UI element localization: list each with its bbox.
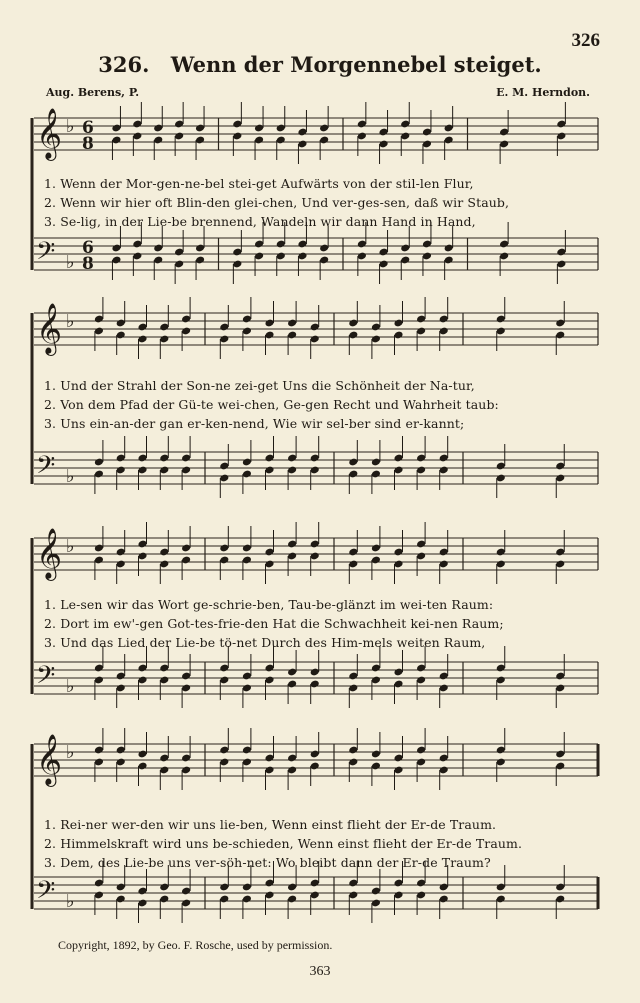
treble-note <box>310 732 320 786</box>
lyric-line-verse-2: 2. Dort im ew'-gen Got-tes-frie-den Hat die Schwachheit kei-nen Raum; <box>44 616 504 631</box>
bass-note <box>116 865 126 919</box>
flat-icon: ♭ <box>66 742 75 763</box>
lyric-line-verse-1: 1. Le-sen wir das Wort ge-schrie-ben, Tau-be-glänzt im wei-ten Raum: <box>44 597 494 612</box>
bass-note <box>555 865 565 919</box>
flat-icon: ♭ <box>66 116 75 137</box>
bass-note <box>496 865 506 919</box>
treble-note <box>348 728 358 782</box>
flat-icon: ♭ <box>66 536 75 557</box>
bass-note <box>219 865 229 919</box>
author-credit: Aug. Berens, P. <box>46 86 140 99</box>
treble-clef-icon: 𝄞 <box>36 734 63 785</box>
hymn-number: 326. <box>98 52 150 77</box>
lyric-line-verse-3: 3. Und das Lied der Lie-be tö-net Durch des Him-mels weiten Raum, <box>44 635 486 650</box>
flat-icon: ♭ <box>66 252 75 273</box>
lyric-line-verse-2: 2. Von dem Pfad der Gü-te wei-chen, Ge-gen Recht und Wahrheit taub: <box>44 397 499 412</box>
flat-icon: ♭ <box>66 466 75 487</box>
treble-clef-icon: 𝄞 <box>36 528 63 579</box>
treble-note <box>555 732 565 786</box>
treble-clef-icon: 𝄞 <box>36 303 63 354</box>
bass-clef-icon: 𝄢 <box>36 876 56 911</box>
treble-note <box>242 728 252 782</box>
bass-clef-icon: 𝄢 <box>36 451 56 486</box>
lyric-line-verse-1: 1. Wenn der Mor-gen-ne-bel stei-get Aufwärts von der stil-len Flur, <box>44 176 474 191</box>
bass-clef-icon: 𝄢 <box>36 661 56 696</box>
lyric-line-verse-1: 1. Und der Strahl der Son-ne zei-get Uns die Schönheit der Na-tur, <box>44 378 475 393</box>
hymn-title: Wenn der Morgennebel steiget. <box>170 52 542 77</box>
lyric-line-verse-2: 2. Himmelskraft wird uns be-schieden, Wenn einst flieht der Er-de Traum. <box>44 836 523 851</box>
lyric-line-verse-3: 3. Dem, des Lie-be uns ver-söh-net: Wo bleibt dann der Er-de Traum? <box>44 855 491 870</box>
page-number-bottom: 363 <box>309 964 331 979</box>
bass-note <box>287 865 297 919</box>
time-signature-bottom: 8 <box>82 254 94 274</box>
bass-note <box>242 865 252 919</box>
time-signature-top: 6 <box>82 118 94 138</box>
flat-icon: ♭ <box>66 676 75 697</box>
time-signature-bottom: 8 <box>82 134 94 154</box>
composer-credit: E. M. Herndon. <box>496 86 590 99</box>
treble-note <box>116 728 126 782</box>
lyric-line-verse-3: 3. Uns ein-an-der gan er-ken-nend, Wie wir sel-ber sind er-kannt; <box>44 416 465 431</box>
treble-note <box>137 732 147 786</box>
lyric-line-verse-3: 3. Se-lig, in der Lie-be brennend, Wandeln wir dann Hand in Hand, <box>44 214 476 229</box>
copyright-notice: Copyright, 1892, by Geo. F. Rosche, used by permission. <box>58 938 333 952</box>
time-signature-top: 6 <box>82 238 94 258</box>
treble-note <box>496 728 506 782</box>
treble-clef-icon: 𝄞 <box>36 108 63 159</box>
treble-note <box>371 732 381 786</box>
bass-note <box>159 865 169 919</box>
bass-note <box>439 865 449 919</box>
page-number-top: 326 <box>571 30 600 51</box>
treble-note <box>94 728 104 782</box>
lyric-line-verse-1: 1. Rei-ner wer-den wir uns lie-ben, Wenn einst flieht der Er-de Traum. <box>44 817 497 832</box>
treble-note <box>219 728 229 782</box>
flat-icon: ♭ <box>66 311 75 332</box>
treble-note <box>416 728 426 782</box>
flat-icon: ♭ <box>66 891 75 912</box>
lyric-line-verse-2: 2. Wenn wir hier oft Blin-den glei-chen, Und ver-ges-sen, daß wir Staub, <box>44 195 510 210</box>
bass-clef-icon: 𝄢 <box>36 237 56 272</box>
